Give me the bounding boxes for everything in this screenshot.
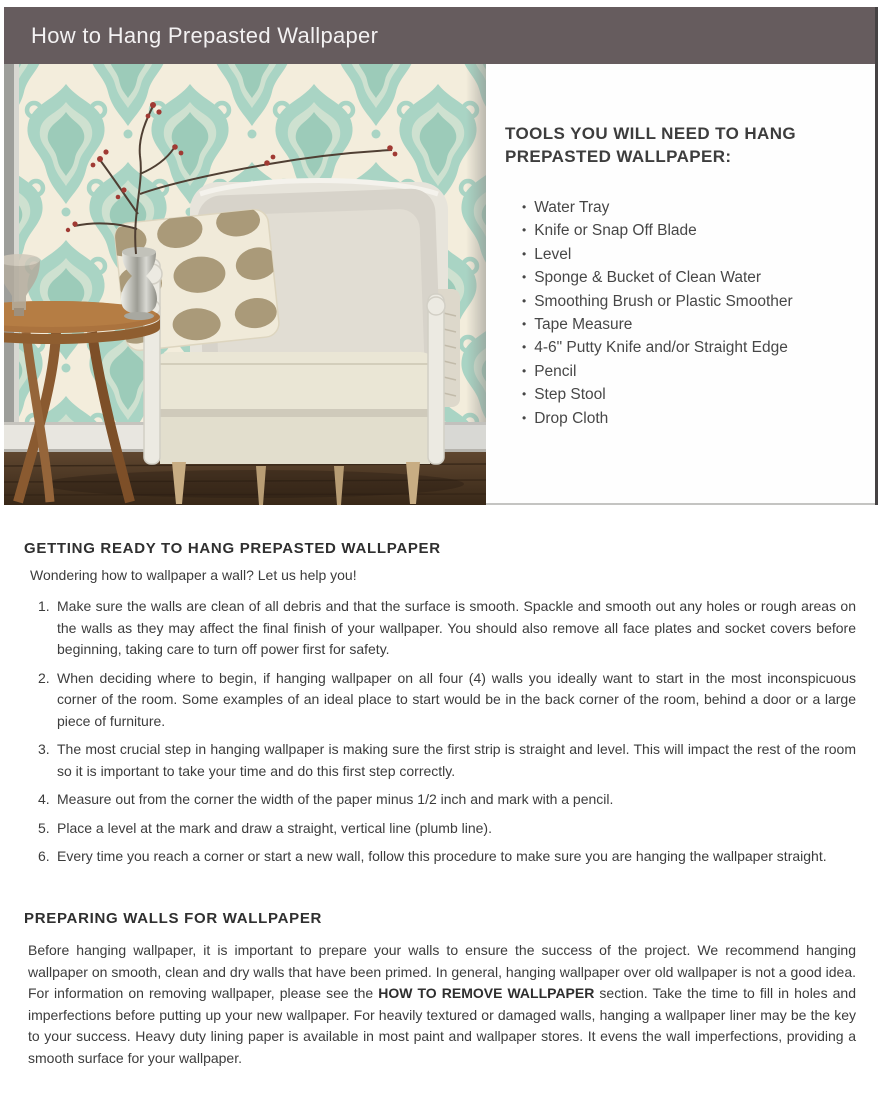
product-photo bbox=[4, 64, 486, 505]
tool-item: • 4-6" Putty Knife and/or Straight Edge bbox=[522, 336, 867, 359]
step-number bbox=[38, 818, 57, 840]
bullet-icon: • bbox=[522, 270, 527, 285]
tool-item: • Pencil bbox=[522, 360, 867, 383]
bullet-icon: • bbox=[522, 293, 527, 308]
tool-item: • Step Stool bbox=[522, 383, 867, 406]
hero-row bbox=[4, 64, 875, 505]
step-number bbox=[38, 668, 57, 733]
bullet-icon: • bbox=[522, 223, 527, 238]
room-scene-illustration bbox=[4, 64, 486, 505]
getting-ready-section bbox=[0, 540, 882, 875]
preparing-walls-heading: PREPARING WALLS FOR WALLPAPER bbox=[24, 910, 323, 927]
tool-item: • Drop Cloth bbox=[522, 407, 867, 430]
step-number bbox=[38, 846, 57, 868]
tools-panel bbox=[486, 64, 875, 505]
bullet-icon: • bbox=[522, 246, 527, 261]
bullet-icon: • bbox=[522, 363, 527, 378]
bullet-icon: • bbox=[522, 316, 527, 331]
tools-list bbox=[505, 196, 867, 430]
step-item: The most crucial step in hanging wallpaper is making sure the first strip is straight and level. This will impact the rest of the room so it is important to take your time and do this first step correctly. bbox=[38, 739, 856, 782]
tools-heading: TOOLS YOU WILL NEED TO HANG PREPASTED WALLPAPER: bbox=[505, 124, 797, 167]
tool-item: • Water Tray bbox=[522, 196, 867, 219]
top-block bbox=[4, 7, 878, 505]
getting-ready-heading: GETTING READY TO HANG PREPASTED WALLPAPER bbox=[24, 540, 441, 557]
steps-list bbox=[38, 596, 856, 868]
step-item: Measure out from the corner the width of the paper minus 1/2 inch and mark with a pencil. bbox=[38, 789, 856, 811]
bullet-icon: • bbox=[522, 199, 527, 214]
step-number bbox=[38, 739, 57, 782]
step-item: Place a level at the mark and draw a straight, vertical line (plumb line). bbox=[38, 818, 856, 840]
tool-item: • Smoothing Brush or Plastic Smoother bbox=[522, 290, 867, 313]
bullet-icon: • bbox=[522, 410, 527, 425]
step-number bbox=[38, 789, 57, 811]
tool-item: • Sponge & Bucket of Clean Water bbox=[522, 266, 867, 289]
step-item: Every time you reach a corner or start a new wall, follow this procedure to make sure you are hanging the wallpaper straight. bbox=[38, 846, 856, 868]
tool-item: • Level bbox=[522, 243, 867, 266]
bullet-icon: • bbox=[522, 340, 527, 355]
page-title: How to Hang Prepasted Wallpaper bbox=[31, 22, 379, 48]
tool-item: • Knife or Snap Off Blade bbox=[522, 219, 867, 242]
step-number bbox=[38, 596, 57, 661]
preparing-walls-paragraph: Before hanging wallpaper, it is important to prepare your walls to ensure the success of the project. We recommend hanging wallpaper on smooth, clean and dry walls that have been primed. In general, hanging wallpaper over old wallpaper is not a good idea. For information on removing wallpaper, please see the HOW TO REMOVE WALLPAPER section. Take the time to fill in holes and imperfections before putting up your new wallpaper. For heavily textured or damaged walls, hanging a wallpaper liner may be the key to your success. Heavy duty lining paper is available in most paint and wallpaper stores. It evens the wall imperfections, providing a smooth surface for your wallpaper. bbox=[28, 942, 857, 1066]
bullet-icon: • bbox=[522, 387, 527, 402]
tool-item: • Tape Measure bbox=[522, 313, 867, 336]
step-item: Make sure the walls are clean of all debris and that the surface is smooth. Spackle and smooth out any holes or rough areas on the walls as they may affect the final finish of your wallpaper. You should also remove all face plates and socket covers before beginning, taking care to turn off power first for safety. bbox=[38, 596, 856, 661]
header-bar bbox=[4, 7, 875, 64]
preparing-walls-section bbox=[0, 910, 882, 1069]
getting-ready-intro: Wondering how to wallpaper a wall? Let us help you! bbox=[30, 567, 357, 583]
step-item: When deciding where to begin, if hanging wallpaper on all four (4) walls you ideally want to start in the most inconspicuous corner of the room. Some examples of an ideal place to start would be in the back corner of the room, behind a door or a large piece of furniture. bbox=[38, 668, 856, 733]
